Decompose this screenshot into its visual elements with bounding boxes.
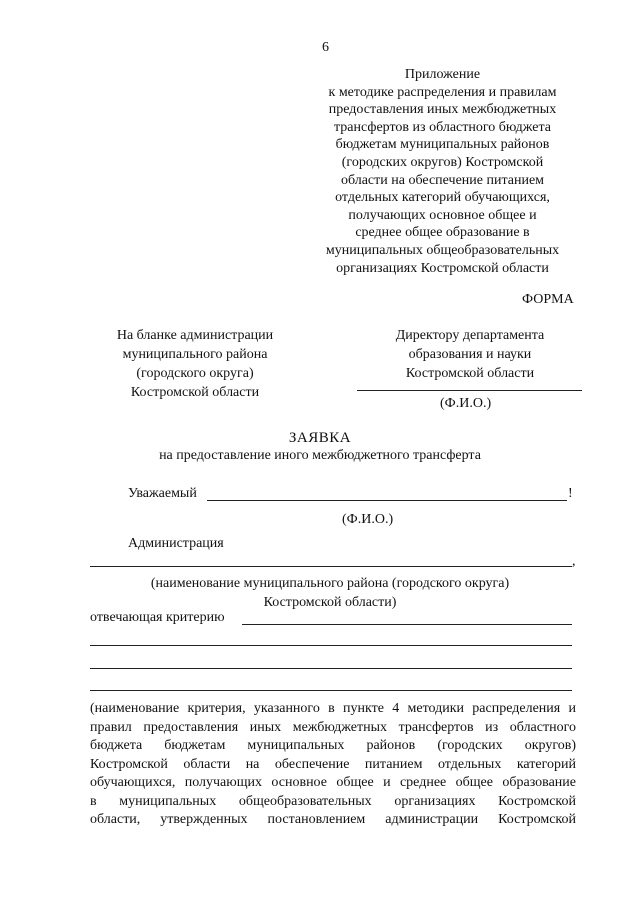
- appendix-line: трансфертов из областного бюджета: [334, 119, 551, 135]
- criterion-caption-line: Костромской области на обеспечение питанием отдельных категорий: [90, 756, 576, 772]
- appendix-line: получающих основное общее и: [348, 207, 537, 223]
- criterion-caption: [90, 700, 576, 830]
- administration-label: Администрация: [128, 536, 224, 551]
- criterion-caption-line: в муниципальных общеобразовательных организациях Костромской: [90, 793, 576, 809]
- administration-end: ,: [572, 554, 576, 569]
- municipality-caption-line: (наименование муниципального района (городского округа): [150, 576, 510, 591]
- criterion-label: отвечающая критерию: [90, 610, 225, 625]
- appendix-line: муниципальных общеобразовательных: [325, 242, 560, 258]
- letterhead-block: [95, 326, 295, 402]
- appendix-line: (городских округов) Костромской: [341, 154, 544, 170]
- criterion-caption-line: правил предоставления иных межбюджетных трансфертов из областного: [90, 719, 576, 735]
- addressee-line: Костромской области: [405, 366, 535, 381]
- municipality-caption: [90, 574, 570, 612]
- salutation-fio-caption: (Ф.И.О.): [342, 512, 394, 527]
- appendix-line: области на обеспечение питанием: [340, 172, 545, 188]
- letterhead-line: (городского округа): [136, 366, 254, 381]
- document-title: ЗАЯВКА: [288, 430, 352, 446]
- municipality-caption-line: Костромской области): [263, 595, 397, 610]
- page-number: 6: [322, 40, 329, 55]
- criterion-caption-line: обучающихся, получающих основное общее и среднее общее образование: [90, 775, 576, 790]
- criterion-line-3[interactable]: [90, 668, 572, 669]
- criterion-line-2[interactable]: [90, 645, 572, 646]
- document-subtitle: на предоставление иного межбюджетного трансферта: [159, 448, 481, 463]
- appendix-block: [300, 66, 585, 277]
- appendix-line: к методике распределения и правилам: [328, 84, 557, 100]
- letterhead-line: Костромской области: [130, 385, 260, 400]
- appendix-line: бюджетам муниципальных районов: [335, 137, 550, 153]
- letterhead-line: муниципального района: [122, 347, 268, 362]
- criterion-caption-line: (наименование критерия, указанного в пункте 4 методики распределения и: [90, 701, 576, 716]
- addressee-line: Директору департамента: [395, 328, 545, 343]
- addressee-fio-line[interactable]: [357, 390, 582, 391]
- addressee-block: [365, 326, 575, 383]
- appendix-line: организациях Костромской области: [336, 260, 549, 276]
- salutation-label: Уважаемый: [128, 486, 197, 501]
- appendix-line: отдельных категорий обучающихся,: [335, 190, 550, 206]
- form-label: ФОРМА: [522, 292, 574, 307]
- addressee-line: образования и науки: [408, 347, 532, 362]
- appendix-line: предоставления иных межбюджетных: [328, 102, 557, 118]
- addressee-fio-caption: (Ф.И.О.): [440, 396, 492, 411]
- criterion-line-4[interactable]: [90, 690, 572, 691]
- appendix-line: среднее общее образование в: [355, 225, 530, 241]
- appendix-line: Приложение: [404, 67, 481, 82]
- criterion-line-1[interactable]: [242, 624, 572, 625]
- criterion-caption-line: области, утвержденных постановлением администрации Костромской: [90, 812, 576, 827]
- criterion-caption-line: бюджета бюджетам муниципальных районов (городских округов): [90, 738, 576, 753]
- salutation-fio-line[interactable]: [207, 500, 567, 501]
- salutation-end: !: [568, 486, 573, 501]
- administration-name-line[interactable]: [90, 566, 572, 567]
- letterhead-line: На бланке администрации: [116, 328, 274, 343]
